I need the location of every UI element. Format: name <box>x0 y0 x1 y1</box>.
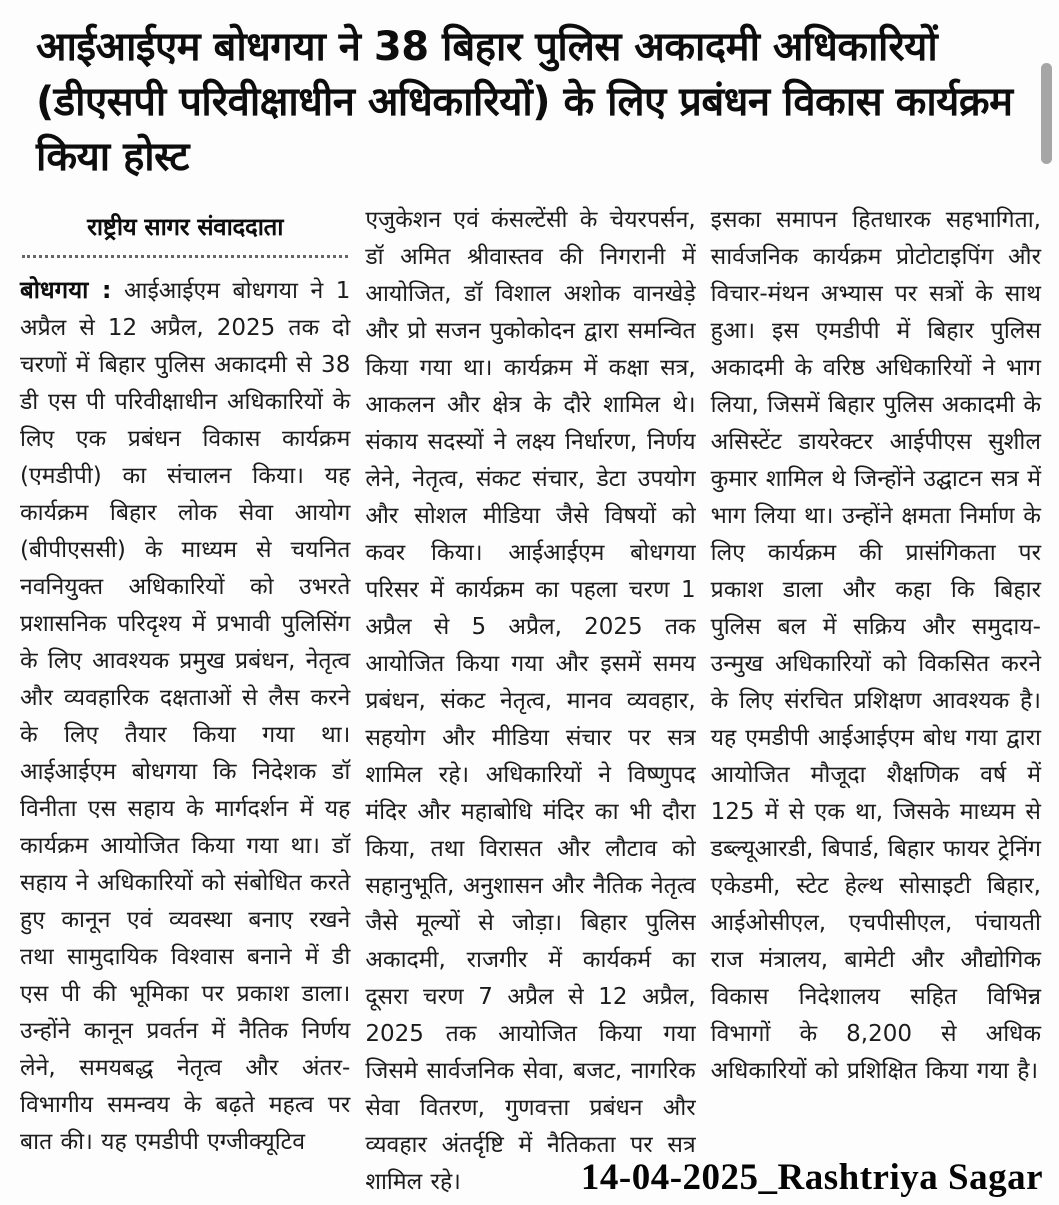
column-3-text: इसका समापन हितधारक सहभागिता, सार्वजनिक कार्यक्रम प्रोटोटाइपिंग और विचार-मंथन अभ्यास पर सत्रों के साथ हुआ। इस एमडीपी में बिहार पुलिस अकादमी के वरिष्ठ अधिकारियों ने भाग लिया, जिसमें बिहार पुलिस अकादमी के असिस्टेंट डायरेक्टर आईपीएस सुशील कुमार शामिल थे जिन्होंने उद्घाटन सत्र में भाग लिया था। उन्होंने क्षमता निर्माण के लिए कार्यक्रम की प्रासंगिकता पर प्रकाश डाला और कहा कि बिहार पुलिस बल में सक्रिय और समुदाय-उन्मुख अधिकारियों को विकसित करने के लिए संरचित प्रशिक्षण आवश्यक है। यह एमडीपी आईआईएम बोध गया द्वारा आयोजित मौजूदा शैक्षणिक वर्ष में 125 में से एक था, जिसके माध्यम से डब्ल्यूआरडी, बिपार्ड, बिहार फायर ट्रेनिंग एकेडमी, स्टेट हेल्थ सोसाइटी बिहार, आईओसीएल, एचपीसीएल, पंचायती राज मंत्रालय, बामेटी और औद्योगिक विकास निदेशालय सहित विभिन्न विभागों के 8,200 से अधिक अधिकारियों को प्रशिक्षित किया गया है। <box>710 206 1041 1084</box>
column-2-text: एजुकेशन एवं कंसल्टेंसी के चेयरपर्सन, डॉ अमित श्रीवास्तव की निगरानी में आयोजित, डॉ विशाल अशोक वानखेड़े और प्रो सजन पुकोकोदन द्वारा समन्वित किया गया था। कार्यक्रम में कक्षा सत्र, आकलन और क्षेत्र के दौरे शामिल थे। संकाय सदस्यों ने लक्ष्य निर्धारण, निर्णय लेने, नेतृत्व, संकट संचार, डेटा उपयोग और सोशल मीडिया जैसे विषयों को कवर किया। आईआईएम बोधगया परिसर में कार्यक्रम का पहला चरण 1 अप्रैल से 5 अप्रैल, 2025 तक आयोजित किया गया और इसमें समय प्रबंधन, संकट नेतृत्व, मानव व्यवहार, सहयोग और मीडिया संचार पर सत्र शामिल रहे। अधिकारियों ने विष्णुपद मंदिर और महाबोधि मंदिर का भी दौरा किया, तथा विरासत और लौटाव को सहानुभूति, अनुशासन और नैतिक नेतृत्व जैसे मूल्यों से जोड़ा। बिहार पुलिस अकादमी, राजगीर में कार्यकर्म का दूसरा चरण 7 अप्रैल से 12 अप्रैल, 2025 तक आयोजित किया गया जिसमे सार्वजनिक सेवा, बजट, नागरिक सेवा वितरण, गुणवत्ता प्रबंधन और व्यवहार अंतर्दृष्टि में नैतिकता पर सत्र शामिल रहे। <box>365 206 696 1195</box>
article-headline: आईआईएम बोधगया ने 38 बिहार पुलिस अकादमी अधिकारियों (डीएसपी परिवीक्षाधीन अधिकारियों) के लिए प्रबंधन विकास कार्यक्रम किया होस्ट <box>36 24 1013 181</box>
scrollbar-thumb[interactable] <box>1041 63 1052 164</box>
column-2 <box>365 202 695 1201</box>
column-1-text <box>20 272 350 1161</box>
column-1-body: आईआईएम बोधगया ने 1 अप्रैल से 12 अप्रैल, 2025 तक दो चरणों में बिहार पुलिस अकादमी से 38 डी एस पी परिवीक्षाधीन अधिकारियों के लिए एक प्रबंधन विकास कार्यक्रम (एमडीपी) का संचालन किया। यह कार्यक्रम बिहार लोक सेवा आयोग (बीपीएससी) के माध्यम से चयनित नवनियुक्त अधिकारियों को उभरते प्रशासनिक परिदृश्य में प्रभावी पुलिसिंग के लिए आवश्यक प्रमुख प्रबंधन, नेतृत्व और व्यवहारिक दक्षताओं से लैस करने के लिए तैयार किया गया था। आईआईएम बोधगया कि निदेशक डॉ विनीता एस सहाय के मार्गदर्शन में यह कार्यक्रम आयोजित किया गया था। डॉ सहाय ने अधिकारियों को संबोधित करते हुए कानून एवं व्यवस्था बनाए रखने तथा सामुदायिक विश्वास बनाने में डी एस पी की भूमिका पर प्रकाश डाला। उन्होंने कानून प्रवर्तन में नैतिक निर्णय लेने, समयबद्ध नेतृत्व और अंतर-विभागीय समन्वय के बढ़ते महत्व पर बात की। यह एमडीपी एग्जीक्यूटिव <box>20 277 351 1155</box>
dateline: बोधगया : <box>20 275 112 304</box>
column-3 <box>711 202 1041 1201</box>
source-caption: 14-04-2025_Rashtriya Sagar <box>580 1157 1043 1198</box>
column-1 <box>20 202 350 1201</box>
byline-divider <box>22 255 348 258</box>
article-body <box>0 202 1059 1201</box>
byline: राष्ट्रीय सागर संवाददाता <box>87 212 284 241</box>
